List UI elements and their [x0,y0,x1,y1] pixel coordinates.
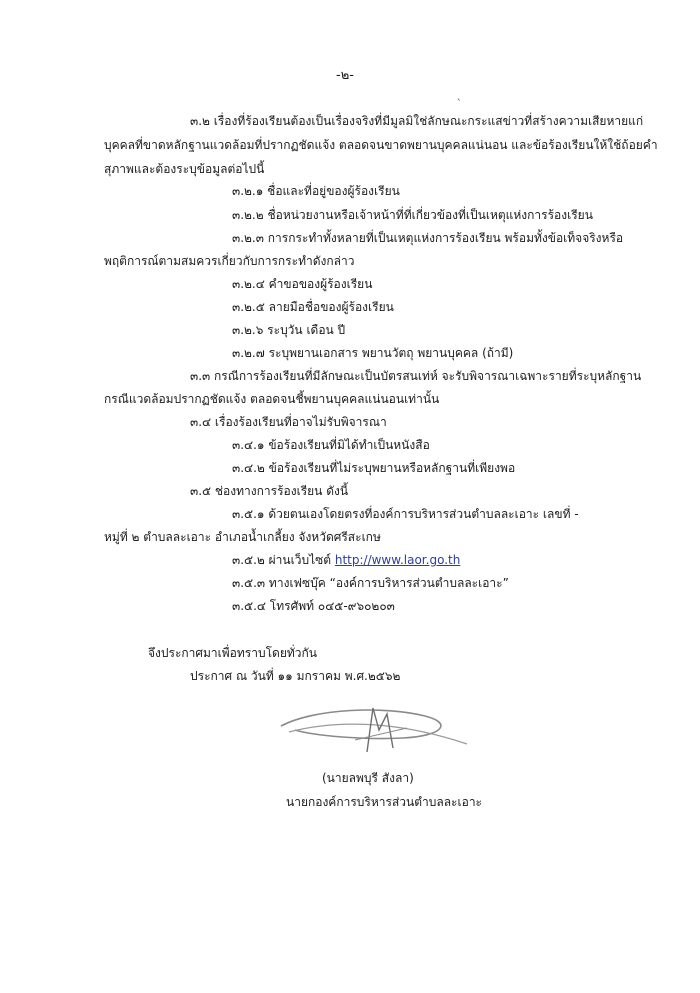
item-3-2-1: ๓.๒.๑ ชื่อและที่อยู่ของผู้ร้องเรียน [232,184,400,198]
item-3-4-1: ๓.๔.๑ ข้อร้องเรียนที่มิได้ทำเป็นหนังสือ [232,438,430,452]
stray-mark: ˋ [457,99,462,109]
section-3-2-line-1: ๓.๒ เรื่องที่ร้องเรียนต้องเป็นเรื่องจริงที่มีมูลมิใช่ลักษณะกระแสข่าวที่สร้างความเสียหายแก่ [190,114,644,128]
item-3-5-2 [232,552,460,568]
item-3-2-3-line-1: ๓.๒.๓ การกระทำทั้งหลายที่เป็นเหตุแห่งการร้องเรียน พร้อมทั้งข้อเท็จจริงหรือ [232,231,624,245]
item-3-4-2: ๓.๔.๒ ข้อร้องเรียนที่ไม่ระบุพยานหรือหลักฐานที่เพียงพอ [232,461,516,475]
item-3-2-4: ๓.๒.๔ คำขอของผู้ร้องเรียน [232,277,373,291]
item-3-2-6: ๓.๒.๖ ระบุวัน เดือน ปี [232,323,346,337]
item-3-2-7: ๓.๒.๗ ระบุพยานเอกสาร พยานวัตถุ พยานบุคคล (ถ้ามี) [232,346,514,360]
section-3-5: ๓.๕ ช่องทางการร้องเรียน ดังนี้ [190,484,349,498]
section-3-3-line-1: ๓.๓ กรณีการร้องเรียนที่มีลักษณะเป็นบัตรสนเท่ห์ จะรับพิจารณาเฉพาะรายที่ระบุหลักฐาน [190,369,642,383]
page-number: -๒- [336,68,354,83]
item-3-5-4: ๓.๕.๔ โทรศัพท์ ๐๔๕-๙๖๐๒๐๓ [232,599,395,613]
item-3-5-1-line-2: หมู่ที่ ๒ ตำบลละเอาะ อำเภอน้ำเกลี้ยง จังหวัดศรีสะเกษ [104,530,381,544]
section-3-2-line-3: สุภาพและต้องระบุข้อมูลต่อไปนี้ [104,162,265,176]
section-3-2-line-2: บุคคลที่ขาดหลักฐานแวดล้อมที่ปรากฏชัดแจ้ง ตลอดจนขาดพยานบุคคลแน่นอน และข้อร้องเรียนให้ใช้ถ้อยคำ [104,138,658,152]
website-label: ๓.๕.๒ ผ่านเว็บไซต์ [232,553,335,567]
website-link[interactable]: http://www.laor.go.th [334,553,461,567]
announcement-line: จึงประกาศมาเพื่อทราบโดยทั่วกัน [148,646,317,660]
item-3-2-3-line-2: พฤติการณ์ตามสมควรเกี่ยวกับการกระทำดังกล่าว [104,254,355,268]
section-3-3-line-2: กรณีแวดล้อมปรากฏชัดแจ้ง ตลอดจนชี้พยานบุคคลแน่นอนเท่านั้น [104,392,440,406]
section-3-4: ๓.๔ เรื่องร้องเรียนที่อาจไม่รับพิจารณา [190,415,387,429]
item-3-2-5: ๓.๒.๕ ลายมือชื่อของผู้ร้องเรียน [232,300,394,314]
item-3-5-1-line-1: ๓.๕.๑ ด้วยตนเองโดยตรงที่องค์การบริหารส่วนตำบลละเอาะ เลขที่ - [232,507,579,521]
signatory-name: (นายลพบุรี สังลา) [322,771,414,785]
announcement-date: ประกาศ ณ วันที่ ๑๑ มกราคม พ.ศ.๒๕๖๒ [190,669,401,683]
signatory-position: นายกองค์การบริหารส่วนตำบลละเอาะ [286,795,482,809]
item-3-2-2: ๓.๒.๒ ชื่อหน่วยงานหรือเจ้าหน้าที่ที่เกี่ยวข้องที่เป็นเหตุแห่งการร้องเรียน [232,208,593,222]
handwritten-signature [275,700,475,760]
item-3-5-3: ๓.๕.๓ ทางเฟซบุ๊ค “องค์การบริหารส่วนตำบลละเอาะ” [232,576,509,590]
